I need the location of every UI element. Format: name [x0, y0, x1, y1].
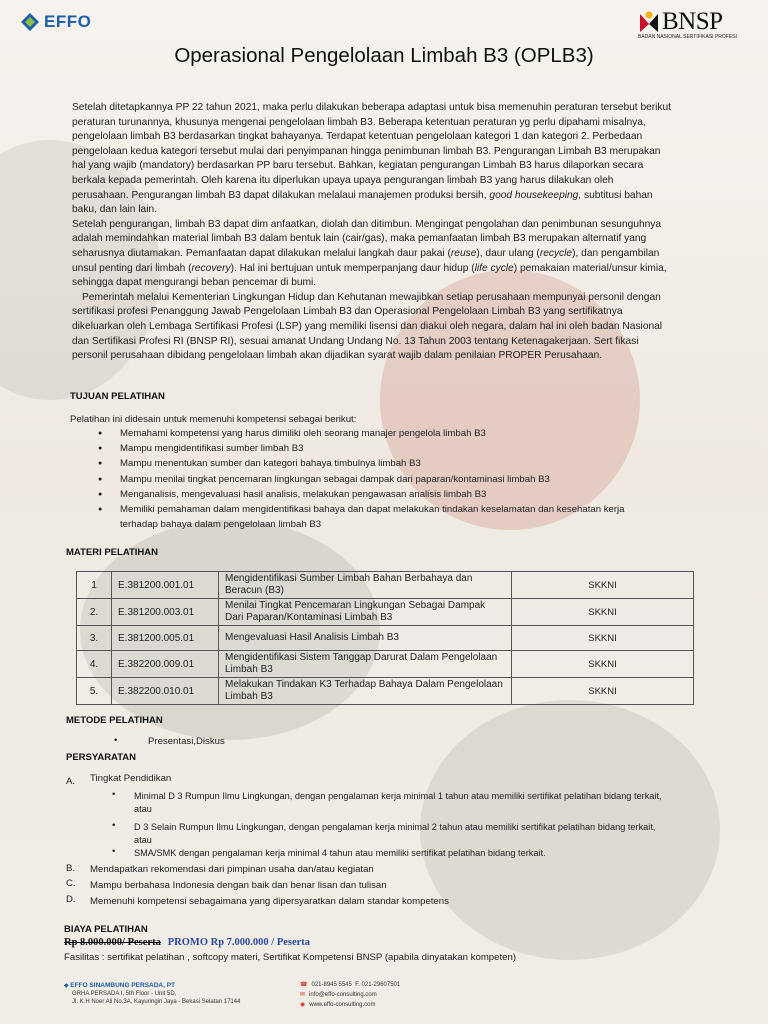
metode-item: Presentasi,Diskus [148, 736, 225, 747]
list-item: ● Mampu menentukan sumber dan kategori bahaya timbulnya limbah B3 [98, 456, 658, 471]
email-icon: ✉ [300, 992, 306, 998]
persyaratan-c-label: C. [66, 878, 76, 889]
list-item: ● Memiliki pemahaman dalam mengidentifikasi bahaya dan dapat melakukan tindakan keselamatan dan kesehatan kerja terhadap bahaya dalam pengelolaan limbah B3 [98, 502, 658, 532]
persyaratan-heading: PERSYARATAN [66, 752, 137, 763]
old-price: Rp 8.000.000/ Peserta [64, 937, 161, 948]
table-row: 2. E.381200.003.01 Menilai Tingkat Pencemaran Lingkungan Sebagai Dampak Dari Paparan/Kontaminasi Limbah B3 SKKNI [77, 599, 694, 626]
list-item: ● Mampu mengidentifikasi sumber limbah B3 [98, 441, 658, 456]
phone-icon: ☎ [300, 982, 308, 988]
footer-company: ◆ EFFO SINAMBUNG PERSADA, PT GRHA PERSADA I, 5th Floor - Unit 5D, Jl. K.H Noer Ali No.3A, Kayuringin Jaya - Bekasi Selatan 17144 [64, 982, 241, 1005]
persyaratan-a-text: Tingkat Pendidikan [90, 773, 172, 784]
bnsp-logo-text: BNSP [662, 8, 723, 35]
persyaratan-a-item-2: D 3 Selain Rumpun Ilmu Lingkungan, dengan pengalaman kerja minimal 2 tahun atau memiliki sertifikat pelatihan bidang terkait, atau [134, 822, 656, 845]
intro-paragraph-3: Pemerintah melalui Kementerian Lingkungan Hidup dan Kehutanan mewajibkan setiap perusahaan mempunyai personil dengan sertifikasi profesi Penanggung Jawab Pengelolaan Limbah B3 dan Operasional Pengelolaan Limbah B3 yang sertifikatnya dikeluarkan oleh Lembaga Sertifikasi Profesi (LSP) yang memiliki lisensi dan diakui oleh negara, dalam hal ini oleh badan Nasional dan Sertifikasi Profesi RI (BNSP RI), sesuai amanat Undang Undang No. 13 Tahun 2003 tentang Ketenagakerjaan. Sert fikasi personil perusahaan dibidang pengelolaan limbah akan dijadikan syarat wajib dalam penilaian PROPER Perusahaan. [72, 291, 663, 362]
effo-logo [20, 12, 91, 32]
footer-contact: ☎ 021-8945 5545 F. 021-29607501 ✉ info@effo-consulting.com ◉ www.effo-consulting.com [300, 982, 401, 1008]
tujuan-lead: Pelatihan ini didesain untuk memenuhi kompetensi sebagai berikut: [70, 414, 357, 425]
fasilitas-text: Fasilitas : sertifikat pelatihan , softcopy materi, Sertifikat Kompetensi BNSP (apabila dinyatakan kompeten) [64, 952, 517, 963]
table-row: 5. E.382200.010.01 Melakukan Tindakan K3 Terhadap Bahaya Dalam Pengelolaan Limbah B3 SKKNI [77, 678, 694, 705]
page-title: Operasional Pengelolaan Limbah B3 (OPLB3) [174, 44, 594, 67]
persyaratan-a-item-3: SMA/SMK dengan pengalaman kerja minimal 4 tahun atau memiliki sertifikat pelatihan bidang terkait. [134, 848, 546, 858]
persyaratan-a-item-1: Minimal D 3 Rumpun Ilmu Lingkungan, dengan pengalaman kerja minimal 1 tahun atau memiliki sertifikat pelatihan bidang terkait, atau [134, 791, 662, 814]
bnsp-emblem-icon [638, 10, 660, 34]
list-item: ● Memahami kompetensi yang harus dimiliki oleh seorang manajer pengelola limbah B3 [98, 426, 658, 441]
promo-price: PROMO Rp 7.000.000 / Peserta [167, 937, 311, 948]
biaya-heading: BIAYA PELATIHAN [64, 924, 148, 935]
table-row: 4. E.382200.009.01 Mengidentifikasi Sistem Tanggap Darurat Dalam Pengelolaan Limbah B3 SKKNI [77, 651, 694, 678]
intro-paragraph-2: Setelah pengurangan, limbah B3 dapat dim anfaatkan, diolah dan ditimbun. Mengingat pengolahan dan penimbunan sesunguhnya adalah memindahkan material limbah B3 dalam bentuk lain (cair/gas), maka pemanfaatan limbah B3 merupakan alternatif yang seharusnya diutamakan. Pemanfaatan dapat dilakukan melalui langkah daur pakai (reuse), daur ulang (recycle), dan pengambilan unsul penting dari limbah (recovery). Hal ini bertujuan untuk memperpanjang daur hidup (life cycle) pemakaian material/unsur kimia, sehingga dapat mengurangi beban pencemar di bumi. [72, 218, 667, 289]
email-link[interactable]: info@effo-consulting.com [309, 992, 377, 998]
tujuan-list [98, 426, 658, 532]
persyaratan-c-text: Mampu berbahasa Indonesia dengan baik dan benar lisan dan tulisan [90, 880, 387, 891]
persyaratan-d-label: D. [66, 894, 76, 905]
bullet-icon: • [112, 846, 116, 857]
bullet-icon: • [112, 789, 116, 800]
website-link[interactable]: www.effo-consulting.com [309, 1002, 376, 1008]
persyaratan-b-label: B. [66, 863, 76, 874]
bnsp-logo [638, 8, 750, 40]
list-item: ● Menganalisis, mengevaluasi hasil analisis, melakukan pengawasan analisis limbah B3 [98, 487, 658, 502]
persyaratan-b-text: Mendapatkan rekomendasi dari pimpinan usaha dan/atau kegiatan [90, 864, 374, 875]
bullet-icon: • [112, 820, 116, 831]
table-row: 3. E.381200.005.01 Mengevaluasi Hasil Analisis Limbah B3 SKKNI [77, 626, 694, 651]
metode-heading: METODE PELATIHAN [66, 715, 163, 726]
bullet-icon: • [114, 735, 118, 746]
tujuan-heading: TUJUAN PELATIHAN [70, 391, 165, 402]
globe-icon: ◉ [300, 1002, 306, 1008]
effo-emblem-icon [20, 12, 40, 32]
price-line [64, 936, 310, 948]
intro-paragraph-1: Setelah ditetapkannya PP 22 tahun 2021, maka perlu dilakukan beberapa adaptasi untuk bisa memenuhin peraturan tersebut berikut peraturan turunannya, khusunya mengenai pengelolaan limbah B3. Beberapa ketentuan peraturan yg perlu dipahami misalnya, pengelolaan limbah B3 berdasarkan tingkat bahayanya. Terdapat ketentuan pengelolaan kategori 1 dan kategori 2. Perbedaan pengelolaan kedua kategori tersebut mulai dari penyimpanan hingga penimbunan limbah B3. Pengurangan Limbah B3 merupakan hal yang wajib (mandatory) berdasarkan PP baru tersebut. Bahkan, kegiatan pengurangan Limbah B3 harus dilaporkan secara berkala kepada pemerintah. Oleh karena itu diperlukan upaya upaya pengurangan limbah B3 yang harus dilakukan oleh perusahaan. Pengurangan limbah B3 dapat dilakukan melalaui manajemen produksi bersih, good housekeeping, subtitusi bahan baku, dan lain lain. [72, 102, 672, 216]
materi-table [76, 571, 694, 705]
effo-logo-text: EFFO [44, 12, 92, 31]
materi-heading: MATERI PELATIHAN [66, 547, 159, 558]
intro-text [72, 101, 672, 364]
list-item: ● Mampu menilai tingkat pencemaran lingkungan sebagai dampak dari paparan/kontaminasi limbah B3 [98, 472, 658, 487]
bnsp-subtitle: BADAN NASIONAL SERTIFIKASI PROFESI [638, 34, 737, 40]
persyaratan-a-label: A. [66, 776, 76, 787]
location-pin-icon: ◆ [64, 983, 69, 989]
persyaratan-d-text: Memenuhi kompetensi sebagaimana yang dipersyaratkan dalam standar kompetens [90, 896, 449, 907]
table-row: 1 E.381200.001.01 Mengidentifikasi Sumber Limbah Bahan Berbahaya dan Beracun (B3) SKKNI [77, 572, 694, 599]
